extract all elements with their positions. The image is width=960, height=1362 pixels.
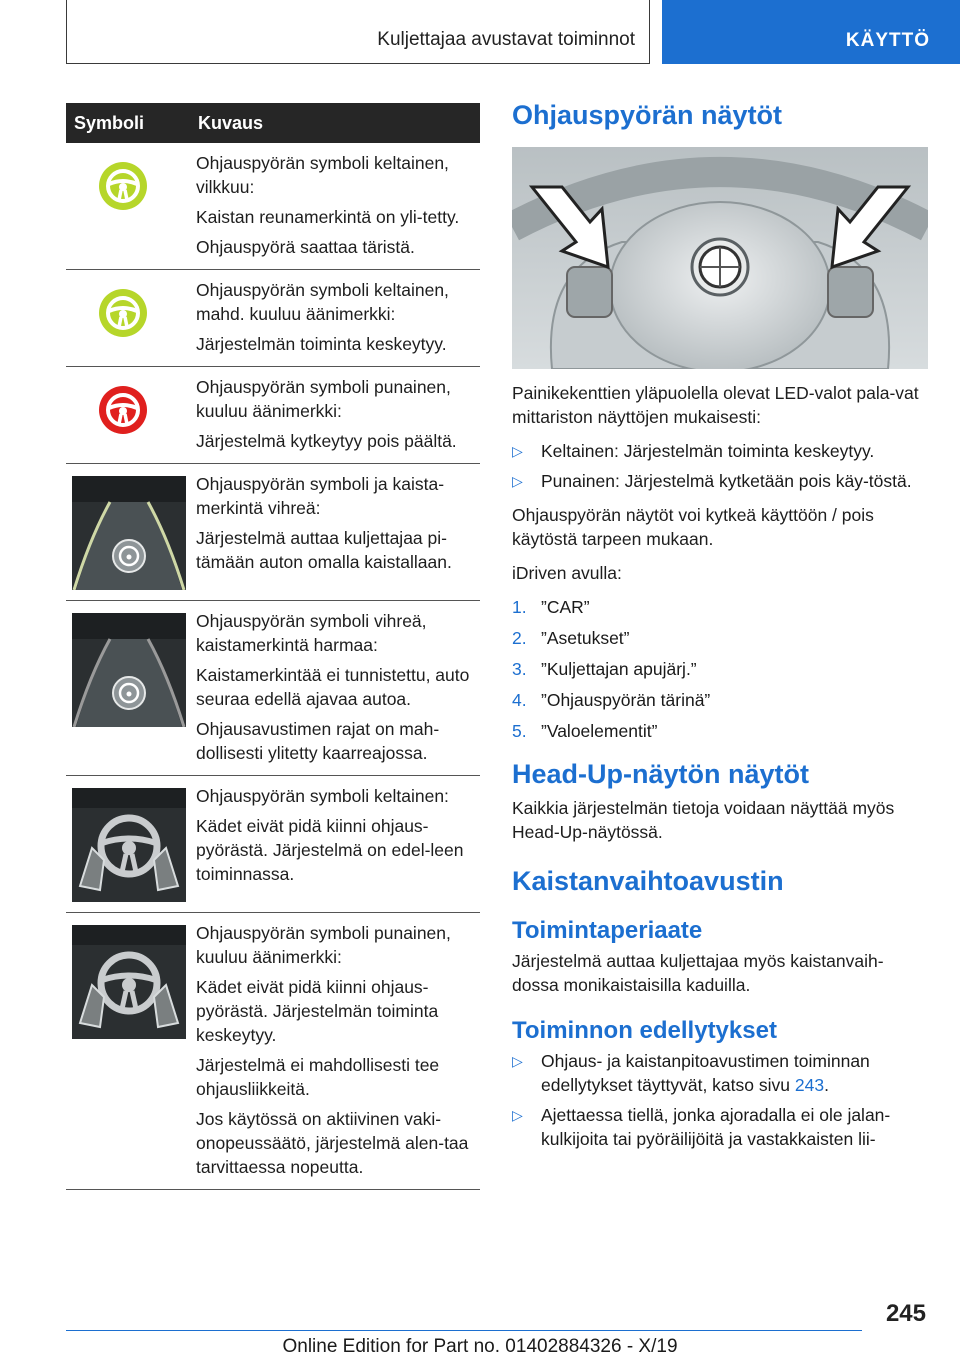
- table-row-text: Järjestelmän toiminta keskeytyy.: [196, 334, 447, 354]
- table-row: [66, 913, 480, 1190]
- paragraph-head-up: Kaikkia järjestelmän tietoja voidaan näyttää myös Head-Up-näytössä.: [512, 798, 895, 842]
- page-number: 245: [885, 1300, 926, 1327]
- table-header-row: [66, 103, 480, 143]
- list-item: 3. ”Kuljettajan apujärj.”: [512, 659, 697, 679]
- table-row-text: Kaistan reunamerkintä on yli-tetty.: [196, 207, 460, 227]
- heading-principle: Toimintaperiaate: [512, 917, 703, 944]
- table-row-text: Järjestelmä kytkeytyy pois päältä.: [196, 431, 457, 451]
- hands-on-wheel-red-icon: [72, 925, 186, 1039]
- list-item: ▷ Ajettaessa tiellä, jonka ajoradalla ei ole jalan-kulkijoita tai pyöräilijöitä ja vastakkaisten lii-: [512, 1105, 891, 1149]
- right-column: [512, 100, 928, 1161]
- table-row-text: Kaistamerkintää ei tunnistettu, auto seuraa edellä ajavaa autoa.: [196, 665, 470, 709]
- heading-head-up-displays: Head-Up-näytön näytöt: [512, 759, 809, 789]
- steering-wheel-red-icon: [98, 385, 148, 435]
- requirements-list: [512, 1049, 928, 1151]
- idrive-steps-list: [512, 595, 928, 743]
- page-link-243[interactable]: 243: [794, 1075, 825, 1095]
- hands-on-wheel-yellow-icon: [72, 788, 186, 902]
- table-row-text: Ohjauspyörän symboli punainen, kuuluu äänimerkki:: [196, 377, 451, 421]
- triangle-bullet-icon: ▷: [512, 1107, 523, 1123]
- list-item: ▷ Ohjaus- ja kaistanpitoavustimen toiminnan edellytykset täyttyvät, katso sivu 243.: [512, 1051, 870, 1095]
- steering-wheel-yellow-icon: [98, 161, 148, 211]
- paragraph-led-info: Painikekenttien yläpuolella olevat LED-valot pala-vat mittariston näyttöjen mukaisesti:: [512, 383, 919, 427]
- heading-requirements: Toiminnon edellytykset: [512, 1017, 777, 1044]
- table-row-text: Kädet eivät pidä kiinni ohjaus-pyörästä. Järjestelmä on edel-leen toiminnassa.: [196, 816, 464, 884]
- table-row-text: Ohjauspyörän symboli keltainen, vilkkuu:: [196, 153, 449, 197]
- triangle-bullet-icon: ▷: [512, 443, 523, 459]
- table-row: [66, 776, 480, 913]
- triangle-bullet-icon: ▷: [512, 473, 523, 489]
- table-row-text: Ohjausavustimen rajat on mah-dollisesti ylitetty kaarreajossa.: [196, 719, 440, 763]
- table-row: [66, 601, 480, 776]
- table-row-text: Järjestelmä auttaa kuljettajaa pi-tämään auton omalla kaistallaan.: [196, 528, 452, 572]
- paragraph-principle: Järjestelmä auttaa kuljettajaa myös kaistanvaih-dossa monikaistaisilla kaduilla.: [512, 951, 884, 995]
- table-header-description: Kuvaus: [186, 103, 480, 143]
- header-section-title: Kuljettajaa avustavat toiminnot: [66, 0, 650, 64]
- heading-steering-wheel-displays: Ohjauspyörän näytöt: [512, 100, 783, 130]
- list-item: ▷ Keltainen: Järjestelmän toiminta keskeytyy.: [512, 441, 875, 461]
- table-row-text: Ohjauspyörän symboli ja kaista-merkintä vihreä:: [196, 474, 445, 518]
- table-row-text: Ohjauspyörän symboli vihreä, kaistamerkintä harmaa:: [196, 611, 427, 655]
- table-header-symbol: Symboli: [66, 103, 186, 143]
- table-row-text: Kädet eivät pidä kiinni ohjaus-pyörästä. Järjestelmän toiminta keskeytyy.: [196, 977, 439, 1045]
- lane-wheel-grey-icon: [72, 613, 186, 727]
- table-row-text: Järjestelmä ei mahdollisesti tee ohjausliikkeitä.: [196, 1055, 440, 1099]
- led-bullet-list: [512, 439, 928, 493]
- table-row: [66, 367, 480, 464]
- table-row-text: Ohjauspyörä saattaa täristä.: [196, 237, 415, 257]
- table-row: [66, 464, 480, 601]
- symbol-table: [66, 103, 480, 1190]
- table-row-text: Jos käytössä on aktiivinen vaki-onopeussäätö, järjestelmä alen-taa tarvittaessa nopeutta.: [196, 1109, 469, 1177]
- footer-edition: Online Edition for Part no. 01402884326 - X/19: [282, 1336, 678, 1357]
- list-item: 5. ”Valoelementit”: [512, 721, 658, 741]
- footer-divider: [66, 1330, 862, 1331]
- table-row: [66, 143, 480, 270]
- heading-lane-change-assistant: Kaistanvaihtoavustin: [512, 866, 784, 896]
- list-item: 1. ”CAR”: [512, 597, 590, 617]
- triangle-bullet-icon: ▷: [512, 1053, 523, 1069]
- table-row: [66, 270, 480, 367]
- table-row-text: Ohjauspyörän symboli keltainen, mahd. kuuluu äänimerkki:: [196, 280, 449, 324]
- paragraph-idrive: iDriven avulla:: [512, 563, 622, 583]
- header-chapter-tab[interactable]: KÄYTTÖ: [662, 0, 960, 64]
- list-item: 4. ”Ohjauspyörän tärinä”: [512, 690, 711, 710]
- steering-wheel-photo: [512, 147, 928, 369]
- list-item: ▷ Punainen: Järjestelmä kytketään pois käy-töstä.: [512, 471, 912, 491]
- paragraph-enable-disable: Ohjauspyörän näytöt voi kytkeä käyttöön / pois käytöstä tarpeen mukaan.: [512, 505, 874, 549]
- table-row-text: Ohjauspyörän symboli keltainen:: [196, 786, 449, 806]
- lane-wheel-green-icon: [72, 476, 186, 590]
- table-row-text: Ohjauspyörän symboli punainen, kuuluu äänimerkki:: [196, 923, 451, 967]
- list-item: 2. ”Asetukset”: [512, 628, 630, 648]
- steering-wheel-yellow-icon: [98, 288, 148, 338]
